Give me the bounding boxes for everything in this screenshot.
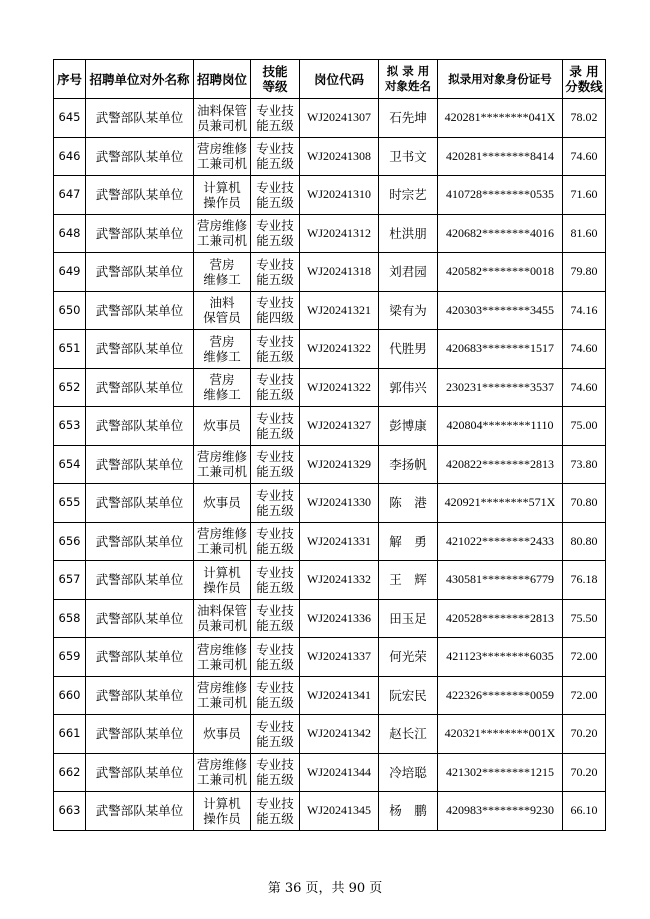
- post-cell: 营房 维修工: [194, 253, 251, 292]
- unit-cell: 武警部队某单位: [86, 753, 194, 792]
- level-cell: 专业技 能五级: [251, 484, 300, 523]
- score-cell: 72.00: [563, 676, 606, 715]
- code-cell: WJ20241312: [300, 214, 379, 253]
- seq-cell: 657: [54, 561, 86, 600]
- post-cell: 营房维修 工兼司机: [194, 137, 251, 176]
- id-cell: 420983********9230: [438, 792, 563, 831]
- seq-cell: 659: [54, 638, 86, 677]
- score-cell: 70.80: [563, 484, 606, 523]
- id-cell: 420921********571X: [438, 484, 563, 523]
- seq-cell: 656: [54, 522, 86, 561]
- score-cell: 75.00: [563, 407, 606, 446]
- post-cell: 油料 保管员: [194, 291, 251, 330]
- code-cell: WJ20241329: [300, 445, 379, 484]
- score-cell: 74.60: [563, 368, 606, 407]
- header-post: 招聘岗位: [194, 60, 251, 99]
- code-cell: WJ20241318: [300, 253, 379, 292]
- code-cell: WJ20241331: [300, 522, 379, 561]
- score-cell: 70.20: [563, 753, 606, 792]
- code-cell: WJ20241322: [300, 368, 379, 407]
- level-cell: 专业技 能五级: [251, 792, 300, 831]
- level-cell: 专业技 能五级: [251, 522, 300, 561]
- id-cell: 421302********1215: [438, 753, 563, 792]
- seq-cell: 662: [54, 753, 86, 792]
- name-cell: 卫书文: [379, 137, 438, 176]
- name-cell: 阮宏民: [379, 676, 438, 715]
- level-cell: 专业技 能四级: [251, 291, 300, 330]
- header-level: 技能 等级: [251, 60, 300, 99]
- id-cell: 422326********0059: [438, 676, 563, 715]
- unit-cell: 武警部队某单位: [86, 522, 194, 561]
- level-cell: 专业技 能五级: [251, 253, 300, 292]
- table-row: [54, 137, 606, 176]
- id-cell: 420528********2813: [438, 599, 563, 638]
- level-cell: 专业技 能五级: [251, 445, 300, 484]
- score-cell: 72.00: [563, 638, 606, 677]
- table-row: [54, 792, 606, 831]
- score-cell: 81.60: [563, 214, 606, 253]
- header-name: 拟 录 用 对象姓名: [379, 60, 438, 99]
- table-row: [54, 753, 606, 792]
- unit-cell: 武警部队某单位: [86, 561, 194, 600]
- seq-cell: 654: [54, 445, 86, 484]
- seq-cell: 655: [54, 484, 86, 523]
- seq-cell: 663: [54, 792, 86, 831]
- name-cell: 代胜男: [379, 330, 438, 369]
- code-cell: WJ20241308: [300, 137, 379, 176]
- header-code: 岗位代码: [300, 60, 379, 99]
- score-cell: 79.80: [563, 253, 606, 292]
- level-cell: 专业技 能五级: [251, 753, 300, 792]
- id-cell: 420582********0018: [438, 253, 563, 292]
- page-footer: 第 36 页，共 90 页: [267, 881, 383, 896]
- table-row: [54, 330, 606, 369]
- table-row: [54, 561, 606, 600]
- unit-cell: 武警部队某单位: [86, 484, 194, 523]
- score-cell: 74.60: [563, 330, 606, 369]
- post-cell: 营房维修 工兼司机: [194, 522, 251, 561]
- unit-cell: 武警部队某单位: [86, 715, 194, 754]
- name-cell: 时宗艺: [379, 176, 438, 215]
- level-cell: 专业技 能五级: [251, 368, 300, 407]
- code-cell: WJ20241307: [300, 99, 379, 138]
- table-row: [54, 407, 606, 446]
- level-cell: 专业技 能五级: [251, 638, 300, 677]
- table-row: [54, 484, 606, 523]
- post-cell: 炊事员: [194, 715, 251, 754]
- name-cell: 梁有为: [379, 291, 438, 330]
- name-cell: 石先坤: [379, 99, 438, 138]
- table-row: [54, 715, 606, 754]
- seq-cell: 653: [54, 407, 86, 446]
- name-cell: 赵长江: [379, 715, 438, 754]
- id-cell: 420683********1517: [438, 330, 563, 369]
- name-cell: 杜洪朋: [379, 214, 438, 253]
- code-cell: WJ20241322: [300, 330, 379, 369]
- id-cell: 420281********8414: [438, 137, 563, 176]
- id-cell: 430581********6779: [438, 561, 563, 600]
- table-row: [54, 291, 606, 330]
- code-cell: WJ20241330: [300, 484, 379, 523]
- seq-cell: 649: [54, 253, 86, 292]
- seq-cell: 648: [54, 214, 86, 253]
- name-cell: 彭博康: [379, 407, 438, 446]
- post-cell: 营房维修 工兼司机: [194, 214, 251, 253]
- unit-cell: 武警部队某单位: [86, 253, 194, 292]
- header-id: 拟录用对象身份证号: [438, 60, 563, 99]
- unit-cell: 武警部队某单位: [86, 792, 194, 831]
- unit-cell: 武警部队某单位: [86, 330, 194, 369]
- seq-cell: 652: [54, 368, 86, 407]
- level-cell: 专业技 能五级: [251, 330, 300, 369]
- name-cell: 刘君园: [379, 253, 438, 292]
- score-cell: 70.20: [563, 715, 606, 754]
- unit-cell: 武警部队某单位: [86, 407, 194, 446]
- code-cell: WJ20241336: [300, 599, 379, 638]
- post-cell: 营房维修 工兼司机: [194, 638, 251, 677]
- level-cell: 专业技 能五级: [251, 407, 300, 446]
- post-cell: 炊事员: [194, 407, 251, 446]
- code-cell: WJ20241337: [300, 638, 379, 677]
- header-score: 录 用 分数线: [563, 60, 606, 99]
- admission-table: [53, 59, 606, 831]
- level-cell: 专业技 能五级: [251, 599, 300, 638]
- seq-cell: 646: [54, 137, 86, 176]
- code-cell: WJ20241341: [300, 676, 379, 715]
- id-cell: 420804********1110: [438, 407, 563, 446]
- code-cell: WJ20241327: [300, 407, 379, 446]
- code-cell: WJ20241342: [300, 715, 379, 754]
- score-cell: 78.02: [563, 99, 606, 138]
- post-cell: 营房 维修工: [194, 330, 251, 369]
- table-row: [54, 676, 606, 715]
- post-cell: 炊事员: [194, 484, 251, 523]
- level-cell: 专业技 能五级: [251, 561, 300, 600]
- table-row: [54, 638, 606, 677]
- name-cell: 解 勇: [379, 522, 438, 561]
- seq-cell: 660: [54, 676, 86, 715]
- name-cell: 王 辉: [379, 561, 438, 600]
- seq-cell: 645: [54, 99, 86, 138]
- id-cell: 410728********0535: [438, 176, 563, 215]
- unit-cell: 武警部队某单位: [86, 638, 194, 677]
- score-cell: 73.80: [563, 445, 606, 484]
- post-cell: 计算机 操作员: [194, 792, 251, 831]
- score-cell: 75.50: [563, 599, 606, 638]
- table-row: [54, 253, 606, 292]
- code-cell: WJ20241332: [300, 561, 379, 600]
- id-cell: 421022********2433: [438, 522, 563, 561]
- header-row: [54, 60, 606, 99]
- header-unit: 招聘单位对外名称: [86, 60, 194, 99]
- post-cell: 油料保管 员兼司机: [194, 99, 251, 138]
- post-cell: 营房 维修工: [194, 368, 251, 407]
- name-cell: 陈 港: [379, 484, 438, 523]
- score-cell: 74.16: [563, 291, 606, 330]
- unit-cell: 武警部队某单位: [86, 176, 194, 215]
- post-cell: 营房维修 工兼司机: [194, 676, 251, 715]
- id-cell: 420303********3455: [438, 291, 563, 330]
- name-cell: 杨 鹏: [379, 792, 438, 831]
- table-row: [54, 368, 606, 407]
- seq-cell: 661: [54, 715, 86, 754]
- id-cell: 420682********4016: [438, 214, 563, 253]
- post-cell: 营房维修 工兼司机: [194, 753, 251, 792]
- unit-cell: 武警部队某单位: [86, 368, 194, 407]
- post-cell: 营房维修 工兼司机: [194, 445, 251, 484]
- id-cell: 420321********001X: [438, 715, 563, 754]
- unit-cell: 武警部队某单位: [86, 99, 194, 138]
- id-cell: 230231********3537: [438, 368, 563, 407]
- score-cell: 74.60: [563, 137, 606, 176]
- name-cell: 冷培聪: [379, 753, 438, 792]
- name-cell: 田玉足: [379, 599, 438, 638]
- level-cell: 专业技 能五级: [251, 676, 300, 715]
- name-cell: 何光荣: [379, 638, 438, 677]
- level-cell: 专业技 能五级: [251, 137, 300, 176]
- name-cell: 李扬帆: [379, 445, 438, 484]
- level-cell: 专业技 能五级: [251, 176, 300, 215]
- table-row: [54, 214, 606, 253]
- table-row: [54, 522, 606, 561]
- score-cell: 66.10: [563, 792, 606, 831]
- unit-cell: 武警部队某单位: [86, 676, 194, 715]
- table-row: [54, 599, 606, 638]
- code-cell: WJ20241321: [300, 291, 379, 330]
- code-cell: WJ20241344: [300, 753, 379, 792]
- table-row: [54, 445, 606, 484]
- score-cell: 76.18: [563, 561, 606, 600]
- score-cell: 80.80: [563, 522, 606, 561]
- unit-cell: 武警部队某单位: [86, 137, 194, 176]
- seq-cell: 650: [54, 291, 86, 330]
- unit-cell: 武警部队某单位: [86, 291, 194, 330]
- table-row: [54, 176, 606, 215]
- post-cell: 油料保管 员兼司机: [194, 599, 251, 638]
- post-cell: 计算机 操作员: [194, 561, 251, 600]
- post-cell: 计算机 操作员: [194, 176, 251, 215]
- code-cell: WJ20241345: [300, 792, 379, 831]
- header-seq: 序号: [54, 60, 86, 99]
- id-cell: 421123********6035: [438, 638, 563, 677]
- level-cell: 专业技 能五级: [251, 99, 300, 138]
- unit-cell: 武警部队某单位: [86, 445, 194, 484]
- level-cell: 专业技 能五级: [251, 715, 300, 754]
- seq-cell: 651: [54, 330, 86, 369]
- score-cell: 71.60: [563, 176, 606, 215]
- level-cell: 专业技 能五级: [251, 214, 300, 253]
- table-row: [54, 99, 606, 138]
- id-cell: 420822********2813: [438, 445, 563, 484]
- unit-cell: 武警部队某单位: [86, 214, 194, 253]
- seq-cell: 647: [54, 176, 86, 215]
- name-cell: 郭伟兴: [379, 368, 438, 407]
- id-cell: 420281********041X: [438, 99, 563, 138]
- code-cell: WJ20241310: [300, 176, 379, 215]
- unit-cell: 武警部队某单位: [86, 599, 194, 638]
- seq-cell: 658: [54, 599, 86, 638]
